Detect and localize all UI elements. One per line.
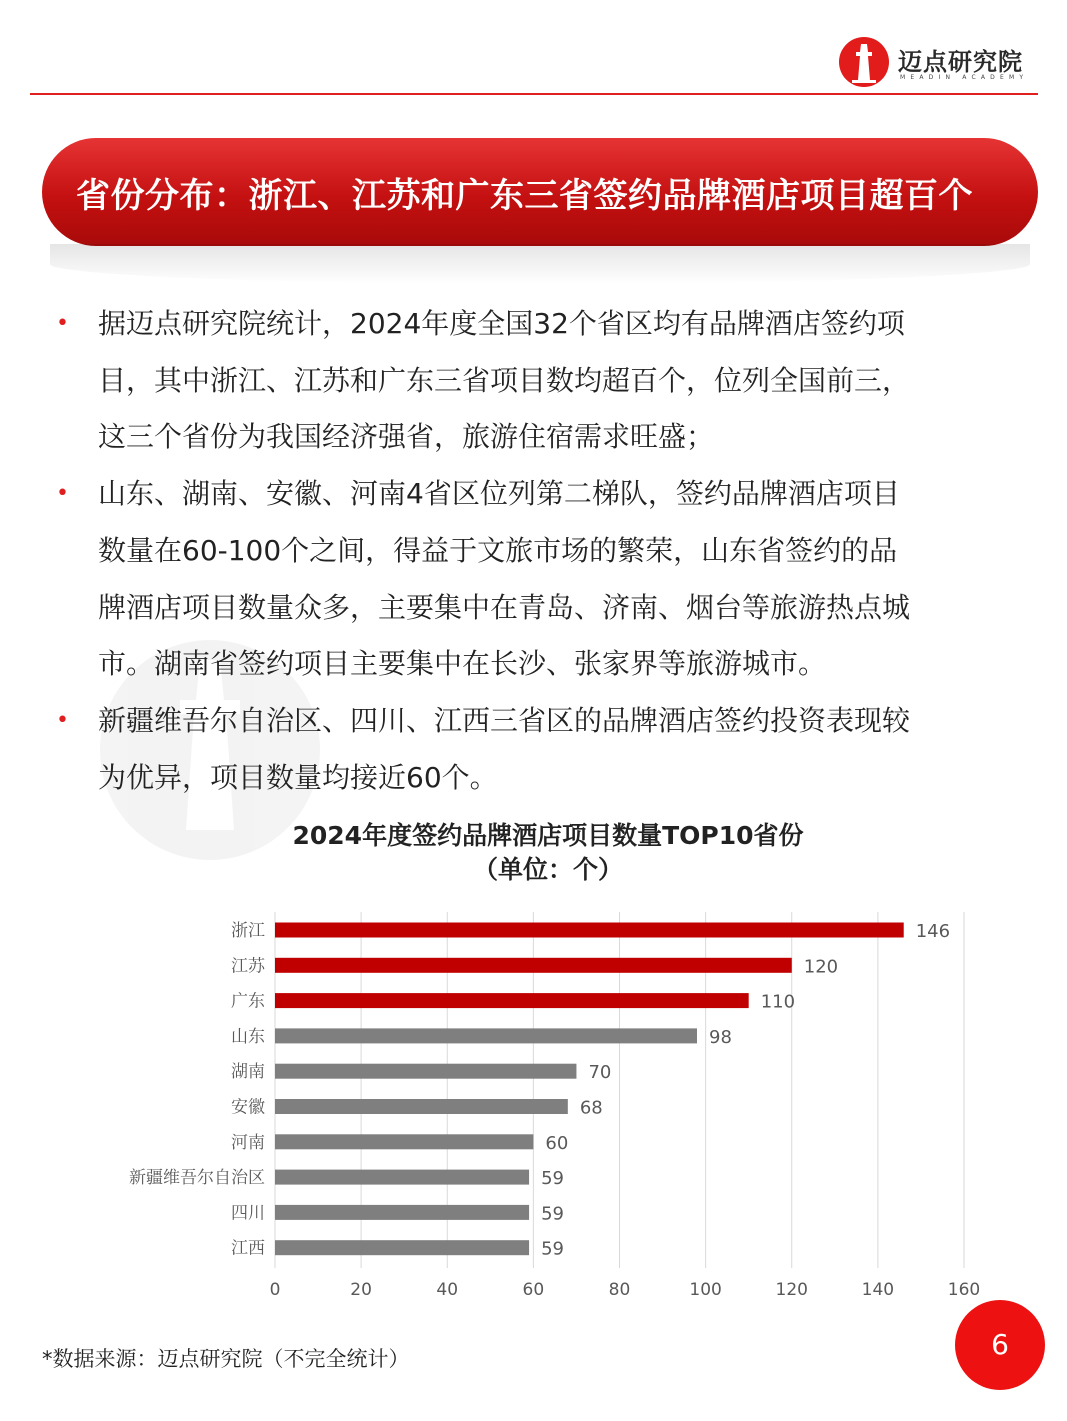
chart-title: 2024年度签约品牌酒店项目数量TOP10省份 bbox=[292, 821, 804, 850]
bar bbox=[275, 958, 792, 973]
data-label: 110 bbox=[760, 991, 796, 1013]
banner-shadow bbox=[50, 244, 1030, 284]
bar bbox=[275, 1064, 576, 1079]
bullet-dot-icon: • bbox=[56, 311, 69, 336]
brand-subtitle: MEADIN ACADEMY bbox=[900, 74, 1029, 81]
bullet-line: 新疆维吾尔自治区、四川、江西三省区的品牌酒店签约投资表现较 bbox=[98, 703, 911, 737]
bar bbox=[275, 1170, 529, 1185]
x-tick-label: 120 bbox=[775, 1280, 808, 1300]
category-label: 山东 bbox=[231, 1026, 265, 1047]
x-tick-label: 0 bbox=[269, 1280, 281, 1300]
data-label: 59 bbox=[541, 1203, 564, 1225]
x-tick-label: 40 bbox=[436, 1280, 459, 1300]
bullet-dot-icon: • bbox=[56, 481, 69, 507]
bullet-line: 这三个省份为我国经济强省，旅游住宿需求旺盛； bbox=[98, 420, 715, 454]
data-label: 68 bbox=[579, 1097, 603, 1119]
bar bbox=[275, 1028, 697, 1043]
section-banner bbox=[42, 138, 1038, 246]
bullet-item bbox=[50, 466, 1035, 693]
data-label: 59 bbox=[541, 1168, 564, 1190]
meadin-tower-icon bbox=[838, 36, 890, 88]
bullet-list bbox=[50, 296, 1035, 806]
bullet-item bbox=[50, 296, 1035, 466]
category-label: 河南 bbox=[231, 1132, 265, 1153]
category-label: 四川 bbox=[231, 1203, 265, 1224]
category-label: 广东 bbox=[231, 991, 265, 1012]
banner-title: 省份分布：浙江、江苏和广东三省签约品牌酒店项目超百个 bbox=[76, 176, 973, 216]
data-label: 59 bbox=[541, 1238, 564, 1260]
bullet-line: 为优异，项目数量均接近60个。 bbox=[98, 760, 498, 794]
category-label: 新疆维吾尔自治区 bbox=[129, 1168, 265, 1189]
category-label: 浙江 bbox=[231, 921, 265, 941]
bar bbox=[275, 993, 749, 1008]
category-label: 湖南 bbox=[231, 1062, 265, 1083]
category-label: 江西 bbox=[231, 1238, 265, 1259]
bar bbox=[275, 923, 904, 938]
x-tick-label: 60 bbox=[522, 1280, 545, 1300]
data-label: 146 bbox=[915, 921, 951, 942]
category-label: 江苏 bbox=[231, 956, 265, 977]
data-source-note: *数据来源：迈点研究院（不完全统计） bbox=[42, 1347, 410, 1371]
data-label: 120 bbox=[803, 956, 839, 978]
x-tick-label: 80 bbox=[608, 1280, 631, 1300]
brand-logo bbox=[838, 36, 1048, 90]
category-label: 安徽 bbox=[231, 1097, 265, 1118]
bar bbox=[275, 1205, 529, 1220]
x-tick-label: 140 bbox=[861, 1280, 895, 1300]
data-label: 60 bbox=[545, 1132, 569, 1154]
x-tick-label: 160 bbox=[947, 1280, 981, 1300]
bullet-dot-icon: • bbox=[56, 707, 69, 733]
page-number: 6 bbox=[955, 1300, 1045, 1390]
x-tick-label: 100 bbox=[689, 1280, 722, 1300]
bar-chart bbox=[0, 800, 1067, 1310]
bar bbox=[275, 1134, 533, 1149]
data-label: 98 bbox=[709, 1026, 732, 1048]
header-divider bbox=[30, 93, 1038, 95]
x-tick-label: 20 bbox=[350, 1280, 372, 1300]
bullet-line: 据迈点研究院统计，2024年度全国32个省区均有品牌酒店签约项 bbox=[98, 307, 905, 340]
bar bbox=[275, 1099, 568, 1114]
bullet-line: 市。湖南省签约项目主要集中在长沙、张家界等旅游城市。 bbox=[98, 647, 827, 681]
bullet-line: 山东、湖南、安徽、河南4省区位列第二梯队，签约品牌酒店项目 bbox=[98, 477, 900, 511]
bullet-line: 数量在60-100个之间，得益于文旅市场的繁荣，山东省签约的品 bbox=[98, 533, 898, 567]
bullet-line: 牌酒店项目数量众多，主要集中在青岛、济南、烟台等旅游热点城 bbox=[98, 590, 911, 624]
bullet-item bbox=[50, 693, 1035, 806]
chart-subtitle: （单位：个） bbox=[472, 855, 624, 884]
bar bbox=[275, 1240, 529, 1255]
bullet-line: 目，其中浙江、江苏和广东三省项目数均超百个，位列全国前三， bbox=[98, 363, 911, 397]
brand-name: 迈点研究院 bbox=[898, 48, 1023, 76]
data-label: 70 bbox=[588, 1062, 612, 1084]
